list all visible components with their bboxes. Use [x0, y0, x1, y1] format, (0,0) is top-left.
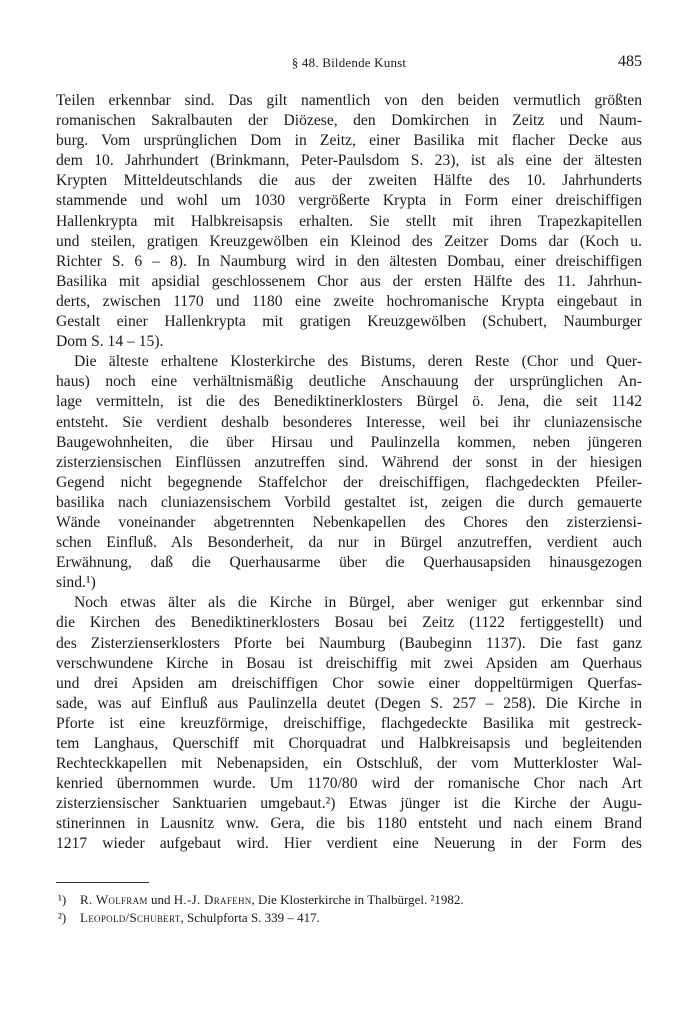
text-line: Richter S. 6 – 8). In Naumburg wird in den ältesten Dombau, einer dreischiffigen: [56, 252, 642, 270]
text-line: basilika nach cluniazensischem Vorbild gestaltet ist, zeigen die durch gemauerte: [56, 493, 642, 511]
text-line: stinerinnen in Lausnitz wnw. Gera, die bis 1180 entsteht und nach einem Brand: [56, 815, 642, 833]
footnote-2: [56, 909, 642, 927]
text-line: kenried übernommen wurde. Um 1170/80 wird der romanische Chor nach Art: [56, 775, 642, 793]
text-line: derts, zwischen 1170 und 1180 eine zweite hochromanische Krypta eingebaut in: [56, 292, 642, 310]
text-line: Rechteckkapellen mit Nebenapsiden, ein Ostschluß, der vom Mutterkloster Wal-: [56, 755, 642, 773]
text-line: Erwähnung, daß die Querhausarme über die Querhausapsiden hinausgezogen: [56, 554, 642, 572]
text-line: sind.¹): [56, 574, 96, 592]
body-text: [56, 91, 642, 875]
text-line: Hallenkrypta mit Halbkreisapsis erhalten. Sie stellt mit ihren Trapezkapitellen: [56, 212, 642, 230]
text-line: Noch etwas älter als die Kirche in Bürgel, aber weniger gut erkennbar sind: [74, 594, 642, 612]
text-line: Gestalt einer Hallenkrypta mit gratigen Kreuzgewölben (Schubert, Naumburger: [56, 313, 642, 331]
footnote-marker: ¹): [58, 892, 67, 907]
text-line: Baugewohnheiten, die über Hirsau und Paulinzella kommen, neben jüngeren: [56, 433, 642, 451]
text-line: Basilika mit apsidial geschlossenem Chor aus der ersten Hälfte des 11. Jahrhun-: [56, 272, 642, 290]
text-line: dem 10. Jahrhundert (Brinkmann, Peter-Paulsdom S. 23), ist als eine der ältesten: [56, 152, 642, 170]
text-line: sade, was auf Einfluß aus Paulinzella deutet (Degen S. 257 – 258). Die Kirche in: [56, 694, 642, 712]
text-line: und steilen, gratigen Kreuzgewölben ein Kleinod des Zeitzer Doms dar (Koch u.: [56, 232, 642, 250]
footnotes: [56, 891, 642, 927]
running-title: § 48. Bildende Kunst: [291, 55, 407, 70]
text-line: lage vermitteln, ist die des Benediktinerklosters Bürgel ö. Jena, die seit 1142: [56, 393, 642, 411]
text-line: Dom S. 14 – 15).: [56, 333, 164, 351]
footnote-author: R. Wolfram: [80, 892, 148, 907]
footnote-text: , Schulpforta S. 339 – 417.: [180, 910, 320, 925]
text-line: verschwundene Kirche in Bosau ist dreischiffig mit zwei Apsiden am Querhaus: [56, 654, 642, 672]
text-line: tem Langhaus, Querschiff mit Chorquadrat und Halbkreisapsis und begleitenden: [56, 735, 642, 752]
text-line: entsteht. Sie verdient deshalb besonderes Interesse, weil bei ihr cluniazensische: [56, 413, 642, 431]
text-line: Gegend nicht begegnende Staffelchor der dreischiffigen, flachgedeckten Pfeiler-: [56, 473, 642, 491]
text-line: Krypten Mitteldeutschlands die aus der zweiten Hälfte des 10. Jahrhunderts: [56, 172, 642, 190]
footnote-1: [56, 891, 642, 909]
footnote-marker: ²): [58, 910, 67, 925]
text-line: und drei Apsiden am dreischiffigen Chor sowie einer doppeltürmigen Querfas-: [56, 674, 642, 692]
footnote-text: , Die Klosterkirche in Thalbürgel. ²1982.: [251, 892, 464, 907]
text-line: [56, 855, 642, 875]
page-number: 485: [618, 53, 642, 70]
text-line: stammende und wohl um 1030 vergrößerte Krypta in Form einer dreischiffigen: [56, 192, 642, 210]
text-line: zisterziensischen Einflüssen anzutreffen sind. Während der sonst in der hiesigen: [56, 453, 642, 471]
text-line: schen Einfluß. Als Besonderheit, da nur in Bürgel anzutreffen, verdient auch: [56, 534, 642, 552]
text-line: Die älteste erhaltene Klosterkirche des Bistums, deren Reste (Chor und Quer-: [74, 353, 642, 371]
text-line: die Kirchen des Benediktinerklosters Bosau bei Zeitz (1122 fertiggestellt) und: [56, 614, 642, 632]
text-line: burg. Vom ursprünglichen Dom in Zeitz, einer Basilika mit flacher Decke aus: [56, 132, 642, 150]
footnote-author: Leopold/Schubert: [80, 910, 181, 925]
text-line: des Zisterzienserklosters Pforte bei Naumburg (Baubeginn 1137). Die fast ganz: [56, 634, 642, 652]
text-line: Pforte ist eine kreuzförmige, dreischiffige, flachgedeckte Basilika mit gestreck-: [56, 714, 642, 732]
text-line: haus) noch eine verhältnismäßig deutliche Anschauung der ursprünglichen An-: [56, 373, 642, 391]
text-line: Wände voneinander abgetrennten Nebenkapellen des Chores den zisterziensi-: [56, 513, 642, 531]
text-line: zisterziensischer Sanktuarien umgebaut.²) Etwas jünger ist die Kirche der Augu-: [56, 795, 642, 813]
text-line: 1217 wieder aufgebaut wird. Hier verdient eine Neuerung in der Form des: [56, 835, 642, 853]
footnote-connector: und: [147, 892, 174, 907]
footnote-divider: [56, 882, 149, 883]
text-line: romanischen Sakralbauten der Diözese, den Domkirchen in Zeitz und Naum-: [56, 112, 642, 130]
text-line: Teilen erkennbar sind. Das gilt namentlich von den beiden vermutlich größten: [56, 92, 642, 109]
running-header: [56, 55, 642, 75]
footnote-author: H.-J. Drafehn: [173, 892, 252, 907]
